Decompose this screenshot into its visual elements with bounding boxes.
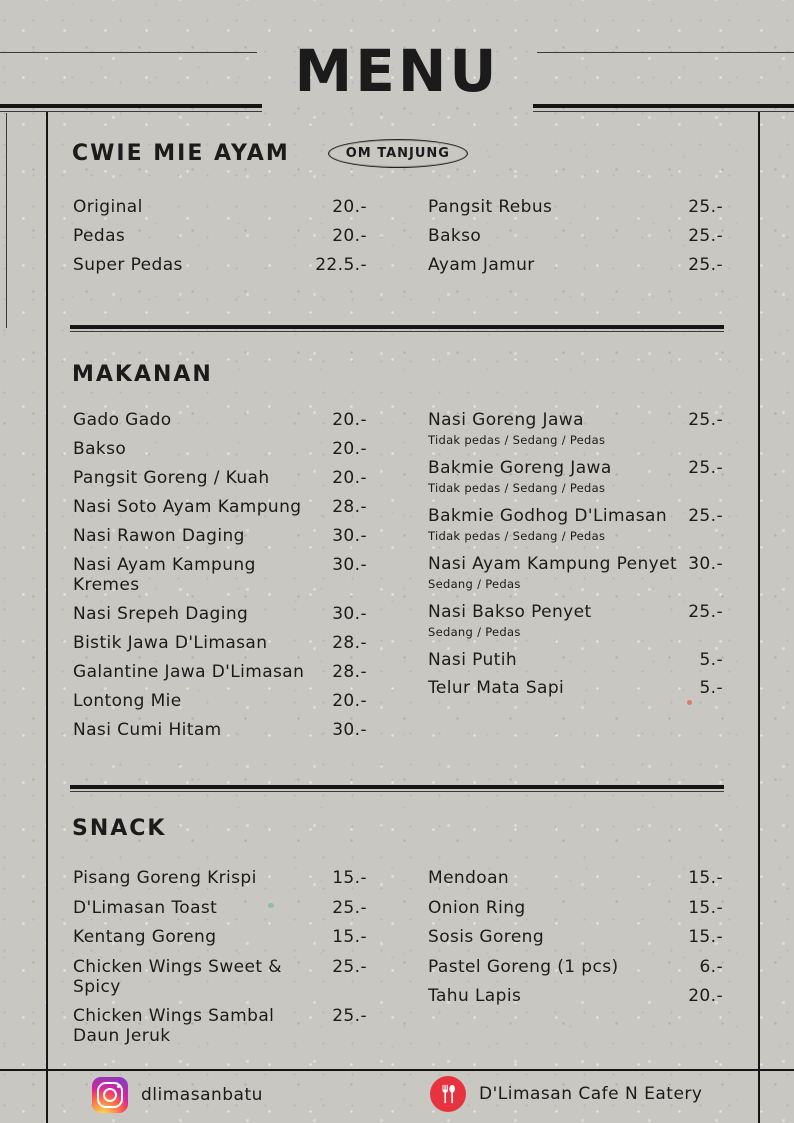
item-name: Mendoan: [428, 868, 510, 888]
makanan-left-column: [73, 410, 367, 749]
menu-item: [73, 526, 367, 546]
item-spice-options: Tidak pedas / Sedang / Pedas: [428, 433, 606, 447]
item-price: 15.-: [332, 868, 367, 888]
item-price: 25.-: [688, 458, 723, 478]
item-name: Nasi Ayam Kampung Kremes: [73, 555, 256, 595]
fork-spoon-icon: [430, 1076, 466, 1112]
item-name: Original: [73, 197, 143, 217]
item-name: Pedas: [73, 226, 126, 246]
frame-left-line: [46, 112, 48, 1123]
divider-makanan-sub: [70, 331, 724, 332]
menu-item: [428, 650, 723, 670]
menu-item: [73, 439, 367, 459]
item-price: 30.-: [332, 555, 367, 575]
section-title-makanan: MAKANAN: [72, 362, 213, 387]
item-name: Pangsit Goreng / Kuah: [73, 468, 270, 488]
item-price: 28.-: [332, 497, 367, 517]
item-name: Nasi Goreng Jawa: [428, 410, 584, 430]
item-price: 30.-: [688, 554, 723, 574]
item-price: 20.-: [332, 439, 367, 459]
cwie-right-column: [428, 197, 723, 284]
menu-item: [73, 604, 367, 624]
item-price: 25.-: [332, 956, 367, 977]
menu-item: [428, 986, 723, 1006]
item-price: 15.-: [688, 927, 723, 947]
item-spice-options: Sedang / Pedas: [428, 577, 521, 591]
item-price: 6.-: [699, 956, 723, 977]
item-price: 25.-: [332, 1006, 367, 1026]
item-spice-options: Tidak pedas / Sedang / Pedas: [428, 529, 606, 543]
menu-item: [428, 602, 723, 640]
item-name: Lontong Mie: [73, 691, 182, 711]
item-name: Pastel Goreng (1 pcs): [428, 956, 619, 977]
menu-item: [428, 868, 723, 888]
snack-right-column: [428, 868, 723, 1016]
item-price: 5.-: [699, 678, 723, 698]
item-price: 28.-: [332, 662, 367, 682]
menu-item: [73, 410, 367, 430]
divider-makanan: [70, 325, 724, 329]
menu-item: [73, 868, 367, 888]
item-price: 20.-: [332, 410, 367, 430]
item-price: 20.-: [332, 197, 367, 217]
section-title-cwie-mie-ayam: CWIE MIE AYAM: [72, 141, 290, 166]
item-price: 15.-: [332, 927, 367, 947]
item-name: Galantine Jawa D'Limasan: [73, 662, 305, 682]
menu-item: [73, 662, 367, 682]
menu-item: [73, 555, 367, 595]
item-name: Nasi Bakso Penyet: [428, 602, 592, 622]
header-rule-right: [533, 104, 794, 108]
item-price: 20.-: [688, 986, 723, 1006]
menu-item: [73, 633, 367, 653]
item-price: 25.-: [688, 410, 723, 430]
menu-item: [73, 957, 367, 997]
item-price: 15.-: [688, 868, 723, 888]
menu-item: [428, 226, 723, 246]
item-name: Nasi Cumi Hitam: [73, 720, 222, 740]
page-title: MENU: [294, 37, 500, 105]
item-price: 15.-: [688, 897, 723, 918]
menu-item: [428, 898, 723, 918]
item-name: Chicken Wings Sambal Daun Jeruk: [73, 1006, 275, 1046]
item-name: Sosis Goreng: [428, 927, 545, 947]
menu-item: [73, 720, 367, 740]
menu-item: [73, 927, 367, 947]
footer-instagram: [92, 1077, 263, 1113]
menu-item: [428, 255, 723, 275]
item-name: Nasi Srepeh Daging: [73, 604, 249, 624]
instagram-icon: [92, 1077, 128, 1113]
item-price: 25.-: [688, 197, 723, 217]
item-price: 22.5.-: [315, 255, 367, 275]
item-price: 25.-: [688, 255, 723, 275]
menu-item: [428, 506, 723, 544]
menu-item: [73, 255, 367, 275]
snack-left-column: [73, 868, 367, 1056]
header-rule-left: [0, 104, 262, 108]
menu-item: [428, 927, 723, 947]
item-name: Super Pedas: [73, 255, 183, 275]
menu-item: [428, 957, 723, 977]
menu-item: [73, 898, 367, 918]
edge-left-line: [6, 113, 7, 328]
item-price: 30.-: [332, 604, 367, 624]
menu-item: [73, 197, 367, 217]
item-price: 5.-: [699, 650, 723, 670]
footer-rule: [0, 1069, 794, 1071]
item-name: Gado Gado: [73, 410, 172, 430]
item-name: Chicken Wings Sweet & Spicy: [73, 956, 282, 997]
brand-name: D'Limasan Cafe N Eatery: [479, 1084, 703, 1104]
item-name: Bistik Jawa D'Limasan: [73, 633, 268, 653]
item-spice-options: Sedang / Pedas: [428, 625, 521, 639]
item-price: 20.-: [332, 468, 367, 488]
item-name: Bakso: [73, 439, 127, 459]
header-subrule-left: [0, 111, 262, 112]
item-name: Bakmie Goreng Jawa: [428, 458, 612, 478]
item-price: 20.-: [332, 226, 367, 246]
item-name: Pisang Goreng Krispi: [73, 868, 257, 888]
item-spice-options: Tidak pedas / Sedang / Pedas: [428, 481, 606, 495]
badge-om-tanjung: OM TANJUNG: [328, 139, 468, 168]
menu-item: [73, 226, 367, 246]
item-name: Nasi Putih: [428, 650, 518, 670]
menu-item: [428, 678, 723, 698]
menu-item: [428, 410, 723, 448]
header-subrule-right: [533, 111, 794, 112]
item-name: Bakmie Godhog D'Limasan: [428, 506, 667, 526]
item-price: 30.-: [332, 526, 367, 546]
item-price: 25.-: [688, 602, 723, 622]
item-name: Tahu Lapis: [428, 986, 522, 1006]
section-title-snack: SNACK: [72, 816, 167, 841]
item-name: Kentang Goreng: [73, 927, 217, 947]
item-name: Ayam Jamur: [428, 255, 535, 275]
menu-item: [428, 458, 723, 496]
makanan-right-column: [428, 410, 723, 706]
frame-right-line: [758, 112, 760, 1123]
item-name: Nasi Rawon Daging: [73, 526, 245, 546]
cwie-left-column: [73, 197, 367, 284]
item-price: 25.-: [332, 897, 367, 918]
item-name: Nasi Soto Ayam Kampung: [73, 497, 302, 517]
item-price: 20.-: [332, 691, 367, 711]
item-name: Bakso: [428, 226, 482, 246]
divider-snack: [70, 785, 724, 789]
footer-brand: [430, 1076, 702, 1112]
item-price: 25.-: [688, 226, 723, 246]
item-price: 30.-: [332, 720, 367, 740]
menu-item: [73, 497, 367, 517]
item-name: Onion Ring: [428, 897, 526, 918]
item-price: 25.-: [688, 506, 723, 526]
menu-item: [428, 554, 723, 592]
divider-snack-sub: [70, 791, 724, 792]
menu-item: [73, 468, 367, 488]
instagram-handle: dlimasanbatu: [141, 1085, 263, 1105]
item-name: Pangsit Rebus: [428, 197, 553, 217]
item-name: D'Limasan Toast: [73, 897, 218, 918]
item-name: Nasi Ayam Kampung Penyet: [428, 554, 678, 574]
menu-item: [428, 197, 723, 217]
menu-item: [73, 691, 367, 711]
item-price: 28.-: [332, 633, 367, 653]
item-name: Telur Mata Sapi: [428, 678, 565, 698]
menu-item: [73, 1006, 367, 1046]
